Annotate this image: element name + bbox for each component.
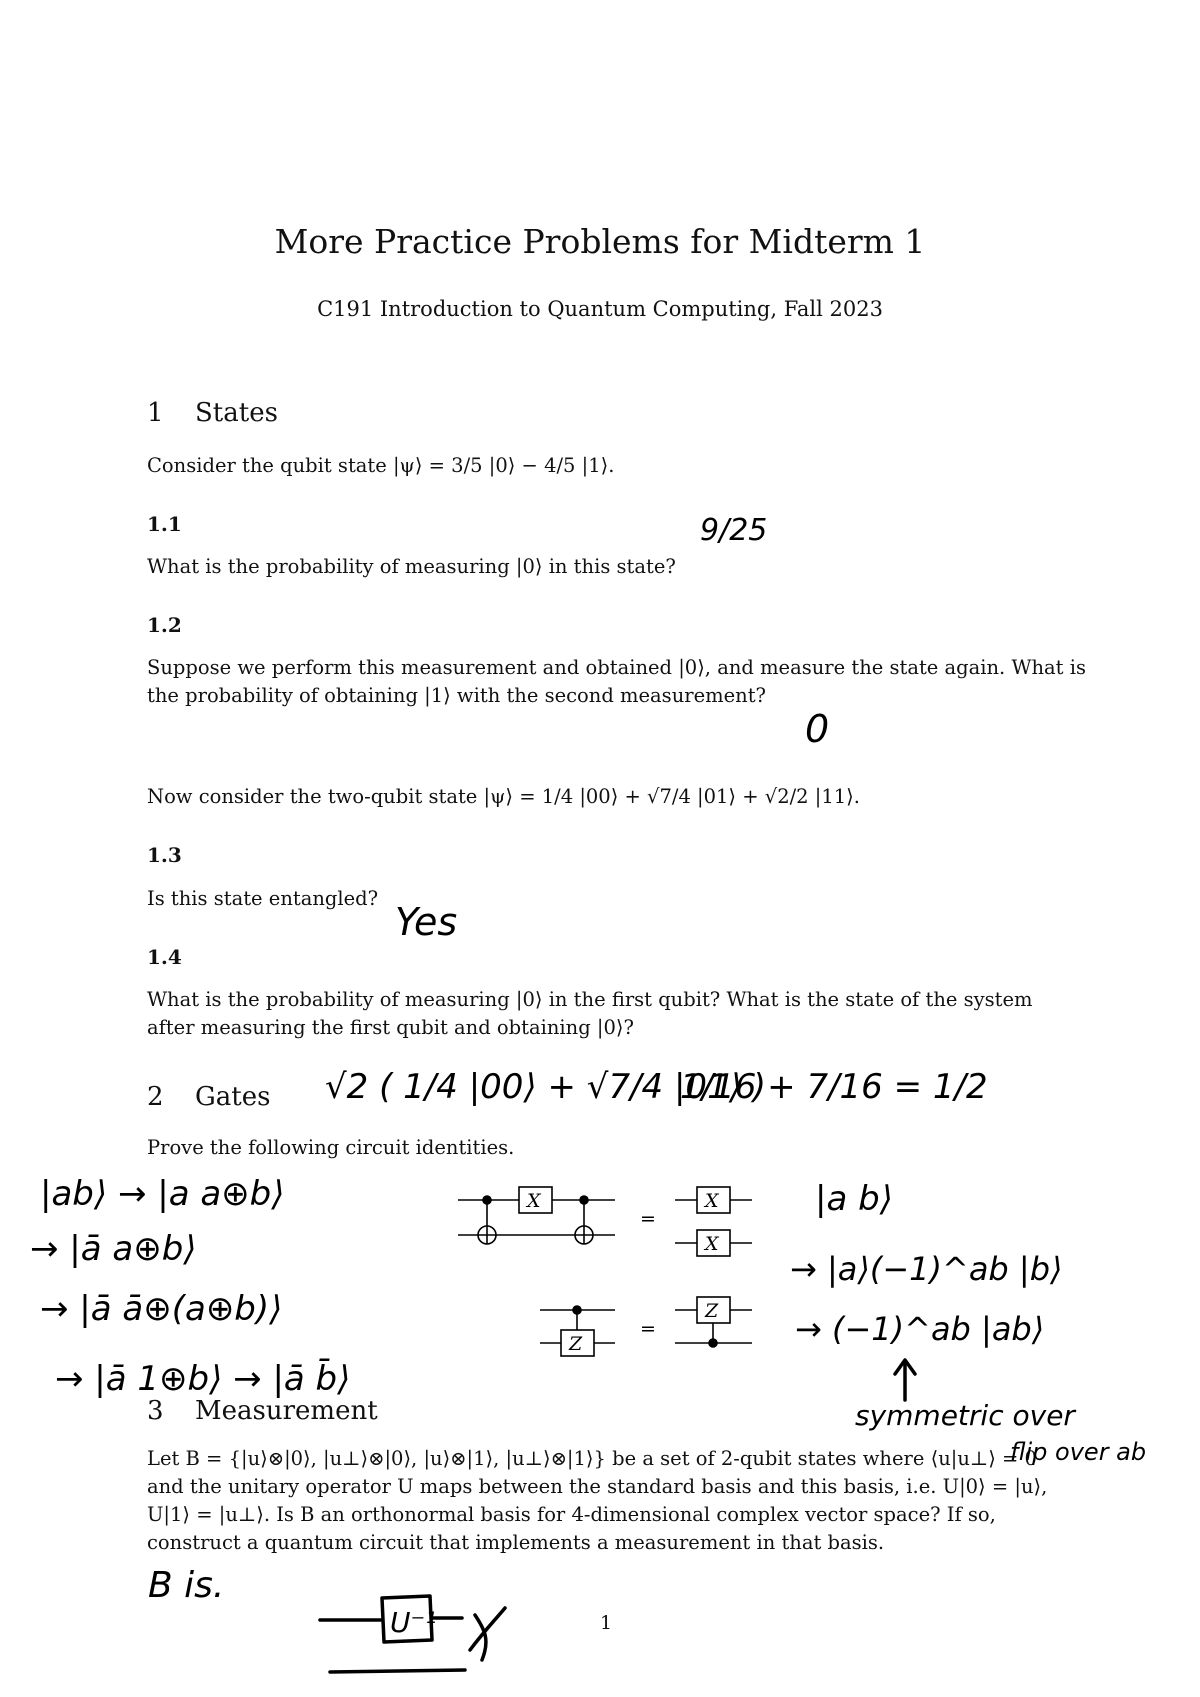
handwritten-answer-3: B is. bbox=[148, 1565, 225, 1606]
handwritten-answer-1-4-prob: 1/16 + 7/16 = 1/2 bbox=[680, 1067, 988, 1107]
problem-1-4-text-line2: after measuring the first qubit and obtaining |0⟩? bbox=[147, 1016, 634, 1039]
problem-1-4-number: 1.4 bbox=[147, 945, 182, 969]
problem-1-1-number: 1.1 bbox=[147, 512, 182, 536]
problem-1-2-number: 1.2 bbox=[147, 613, 182, 637]
equals-sign: = bbox=[640, 1208, 656, 1230]
section-3-text-line2: and the unitary operator U maps between the standard basis and this basis, i.e. U|0⟩ = |u⟩, bbox=[147, 1475, 1048, 1498]
handwritten-answer-1-4-state: √2 ( 1/4 |00⟩ + √7/4 |01⟩ ) bbox=[325, 1067, 767, 1107]
page-number: 1 bbox=[600, 1612, 613, 1634]
handwritten-answer-1-2: 0 bbox=[805, 707, 830, 751]
page-subtitle: C191 Introduction to Quantum Computing, Fall 2023 bbox=[317, 297, 883, 321]
handwritten-proof-line-1: |ab⟩ → |a a⊕b⟩ bbox=[40, 1174, 285, 1214]
x-gate-label: X bbox=[705, 1233, 719, 1255]
section-title: Gates bbox=[195, 1082, 271, 1112]
section-2-intro: Prove the following circuit identities. bbox=[147, 1136, 515, 1159]
handwritten-z-proof-line-1: |a b⟩ bbox=[815, 1179, 893, 1219]
x-gate-label: X bbox=[527, 1190, 541, 1212]
problem-1-2-text-line2: the probability of obtaining |1⟩ with the second measurement? bbox=[147, 684, 766, 707]
two-qubit-intro: Now consider the two-qubit state |ψ⟩ = 1/4 |00⟩ + √7/4 |01⟩ + √2/2 |11⟩. bbox=[147, 785, 860, 808]
section-number: 2 bbox=[147, 1082, 164, 1112]
handwritten-z-note-1: symmetric over bbox=[855, 1399, 1075, 1432]
equals-sign: = bbox=[640, 1318, 656, 1340]
z-gate-label: Z bbox=[705, 1300, 719, 1322]
handwritten-answer-1-1: 9/25 bbox=[700, 513, 768, 548]
problem-1-3-text: Is this state entangled? bbox=[147, 887, 379, 910]
handwritten-z-note-2: flip over ab bbox=[1010, 1438, 1147, 1466]
problem-1-3-number: 1.3 bbox=[147, 843, 182, 867]
handwritten-gate-label: U⁻¹ bbox=[390, 1606, 437, 1639]
section-3-text-line4: construct a quantum circuit that implements a measurement in that basis. bbox=[147, 1531, 885, 1554]
handwritten-proof-line-3: → |ā ā⊕(a⊕b)⟩ bbox=[40, 1289, 283, 1329]
section-title: Measurement bbox=[195, 1396, 378, 1426]
problem-1-2-text-line1: Suppose we perform this measurement and obtained |0⟩, and measure the state again. What is bbox=[147, 656, 1086, 679]
section-3-text-line3: U|1⟩ = |u⊥⟩. Is B an orthonormal basis for 4-dimensional complex vector space? If so, bbox=[147, 1503, 996, 1526]
problem-1-4-text-line1: What is the probability of measuring |0⟩ in the first qubit? What is the state of the system bbox=[147, 988, 1033, 1011]
z-gate-label: Z bbox=[569, 1333, 583, 1355]
problem-1-1-text: What is the probability of measuring |0⟩ in this state? bbox=[147, 555, 676, 578]
x-gate-label: X bbox=[705, 1190, 719, 1212]
section-title: States bbox=[195, 398, 278, 428]
handwritten-proof-line-2: → |ā a⊕b⟩ bbox=[30, 1229, 197, 1269]
handwritten-z-proof-line-3: → (−1)^ab |ab⟩ bbox=[795, 1310, 1045, 1348]
section-1-intro: Consider the qubit state |ψ⟩ = 3/5 |0⟩ − 4/5 |1⟩. bbox=[147, 454, 615, 477]
handwritten-proof-line-4: → |ā 1⊕b⟩ → |ā b̄⟩ bbox=[55, 1359, 351, 1399]
page-title: More Practice Problems for Midterm 1 bbox=[274, 222, 926, 261]
handwritten-measure-mark bbox=[470, 1608, 505, 1660]
handwritten-wire-bottom bbox=[330, 1670, 465, 1672]
handwritten-z-proof-line-2: → |a⟩(−1)^ab |b⟩ bbox=[790, 1250, 1063, 1288]
section-3-text-line1: Let B = {|u⟩⊗|0⟩, |u⊥⟩⊗|0⟩, |u⟩⊗|1⟩, |u⊥⟩⊗|1⟩} be a set of 2-qubit states where ⟨u|u⊥⟩ = 0 bbox=[147, 1447, 1037, 1470]
section-number: 1 bbox=[147, 398, 164, 428]
handwritten-answer-1-3: Yes bbox=[395, 900, 458, 944]
section-number: 3 bbox=[147, 1396, 164, 1426]
